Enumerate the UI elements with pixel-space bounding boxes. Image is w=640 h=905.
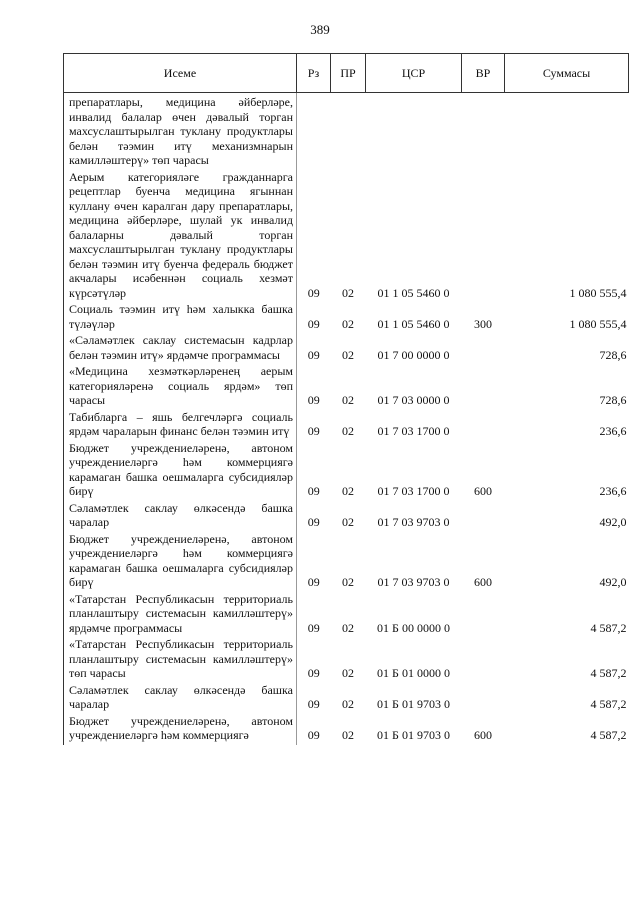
table-row	[64, 364, 629, 410]
cell-csr: 01 1 05 5460 0	[377, 316, 450, 331]
cell-vr	[462, 592, 505, 638]
table-row	[64, 170, 629, 303]
table-row	[64, 333, 629, 364]
cell-pr: 02	[342, 347, 354, 362]
cell-vr	[462, 333, 505, 364]
cell-rz: 09	[307, 424, 320, 438]
cell-sum: 4 587,2	[590, 697, 627, 711]
cell-csr: 01 7 00 0000 0	[377, 347, 450, 362]
table-row	[64, 93, 629, 170]
cell-sum	[505, 93, 629, 170]
budget-table	[63, 53, 629, 745]
cell-sum: 728,6	[599, 393, 627, 407]
cell-csr: 01 7 03 0000 0	[377, 393, 450, 407]
cell-vr	[462, 170, 505, 303]
cell-name: Аерым категорияләге гражданнарга рецептлар буенча медицина ягыннан куллану өчен каралган дару препаратлары, медицина әйберләре, шулай ук инвалид балаларны дәвалый торган махсуслаштырылган туклану продуктлары белән тәэмин итү буенча федераль бюджет акчалары исәбеннән социаль хезмәт күрсәтүләр	[64, 170, 297, 303]
cell-pr: 02	[342, 316, 354, 331]
header-pr: ПР	[331, 54, 366, 93]
page-number: 389	[310, 22, 330, 37]
cell-vr	[462, 683, 505, 714]
cell-csr	[366, 93, 462, 170]
cell-name: Бюджет учреждениеләренә, автоном учреждениеләргә һәм коммерциягә	[64, 714, 297, 745]
cell-csr: 01 7 03 1700 0	[377, 424, 450, 438]
header-vr: ВР	[462, 54, 505, 93]
table-row	[64, 592, 629, 638]
cell-vr	[462, 410, 505, 441]
cell-vr: 600	[474, 484, 492, 498]
cell-sum: 1 080 555,4	[569, 285, 627, 300]
cell-vr: 600	[474, 728, 492, 742]
cell-csr: 01 7 03 1700 0	[377, 484, 450, 498]
cell-pr: 02	[342, 285, 354, 300]
cell-csr: 01 Б 01 9703 0	[377, 697, 450, 711]
cell-rz	[297, 93, 331, 170]
cell-pr: 02	[342, 393, 354, 407]
cell-sum: 728,6	[599, 347, 627, 362]
cell-rz: 09	[307, 393, 320, 407]
cell-vr	[462, 637, 505, 683]
cell-csr: 01 1 05 5460 0	[377, 285, 450, 300]
cell-sum: 236,6	[599, 484, 627, 498]
cell-pr: 02	[342, 515, 354, 529]
cell-rz: 09	[307, 515, 320, 529]
cell-rz: 09	[307, 285, 320, 300]
table-row	[64, 714, 629, 745]
cell-pr	[331, 93, 366, 170]
cell-vr	[462, 501, 505, 532]
table-row	[64, 532, 629, 592]
table-row	[64, 410, 629, 441]
cell-sum: 1 080 555,4	[569, 316, 627, 331]
cell-name: «Татарстан Республикасын территориаль планлаштыру системасын камилләштерү» ярдәмче программасы	[64, 592, 297, 638]
cell-name: Табибларга – яшь белгечләргә социаль ярдәм чараларын финанс белән тәэмин итү	[64, 410, 297, 441]
cell-pr: 02	[342, 484, 354, 498]
cell-csr: 01 7 03 9703 0	[377, 575, 450, 589]
table-row	[64, 302, 629, 333]
cell-csr: 01 Б 01 9703 0	[377, 728, 450, 742]
cell-name: Бюджет учреждениеләренә, автоном учреждениеләргә һәм коммерциягә карамаган башка оешмаларга субсидияләр бирү	[64, 532, 297, 592]
table-body	[64, 93, 629, 745]
cell-sum: 4 587,2	[590, 666, 627, 680]
table-row	[64, 683, 629, 714]
cell-pr: 02	[342, 666, 354, 680]
cell-rz: 09	[307, 484, 320, 498]
cell-rz: 09	[307, 620, 320, 635]
cell-sum: 236,6	[599, 424, 627, 438]
cell-name: Социаль тәэмин итү һәм халыкка башка түләүләр	[64, 302, 297, 333]
cell-sum: 4 587,2	[590, 620, 627, 635]
cell-name: Сәламәтлек саклау өлкәсендә башка чаралар	[64, 683, 297, 714]
cell-pr: 02	[342, 620, 354, 635]
table-row	[64, 441, 629, 501]
cell-sum: 4 587,2	[590, 728, 627, 742]
cell-vr: 600	[474, 575, 492, 589]
cell-rz: 09	[307, 575, 320, 589]
table-header-row	[64, 54, 629, 93]
cell-name: «Татарстан Республикасын территориаль планлаштыру системасын камилләштерү» төп чарасы	[64, 637, 297, 683]
cell-csr: 01 Б 01 0000 0	[377, 666, 450, 680]
cell-rz: 09	[307, 728, 320, 742]
table-row	[64, 637, 629, 683]
cell-name: «Сәламәтлек саклау системасын кадрлар белән тәэмин итү» ярдәмче программасы	[64, 333, 297, 364]
cell-csr: 01 7 03 9703 0	[377, 515, 450, 529]
cell-sum: 492,0	[599, 575, 627, 589]
header-rz: Рз	[297, 54, 331, 93]
cell-vr: 300	[474, 316, 492, 331]
header-csr: ЦСР	[366, 54, 462, 93]
cell-name: «Медицина хезмәткәрләренең аерым категорияләренә социаль ярдәм» төп чарасы	[64, 364, 297, 410]
cell-pr: 02	[342, 697, 354, 711]
cell-vr	[462, 93, 505, 170]
cell-name: препаратлары, медицина әйберләре, инвалид балалар өчен дәвалый торган махсуслаштырылган туклану продуктлары белән тәэмин итү механизмнарын камилләштерү» төп чарасы	[64, 93, 297, 170]
cell-pr: 02	[342, 728, 354, 742]
cell-sum: 492,0	[599, 515, 627, 529]
cell-pr: 02	[342, 575, 354, 589]
header-sum: Суммасы	[505, 54, 629, 93]
cell-rz: 09	[307, 697, 320, 711]
cell-name: Бюджет учреждениеләренә, автоном учреждениеләргә һәм коммерциягә карамаган башка оешмаларга субсидияләр бирү	[64, 441, 297, 501]
cell-csr: 01 Б 00 0000 0	[377, 620, 450, 635]
cell-rz: 09	[307, 316, 320, 331]
header-name: Исеме	[64, 54, 297, 93]
cell-vr	[462, 364, 505, 410]
cell-rz: 09	[307, 347, 320, 362]
cell-name: Сәламәтлек саклау өлкәсендә башка чаралар	[64, 501, 297, 532]
cell-rz: 09	[307, 666, 320, 680]
table-row	[64, 501, 629, 532]
cell-pr: 02	[342, 424, 354, 438]
